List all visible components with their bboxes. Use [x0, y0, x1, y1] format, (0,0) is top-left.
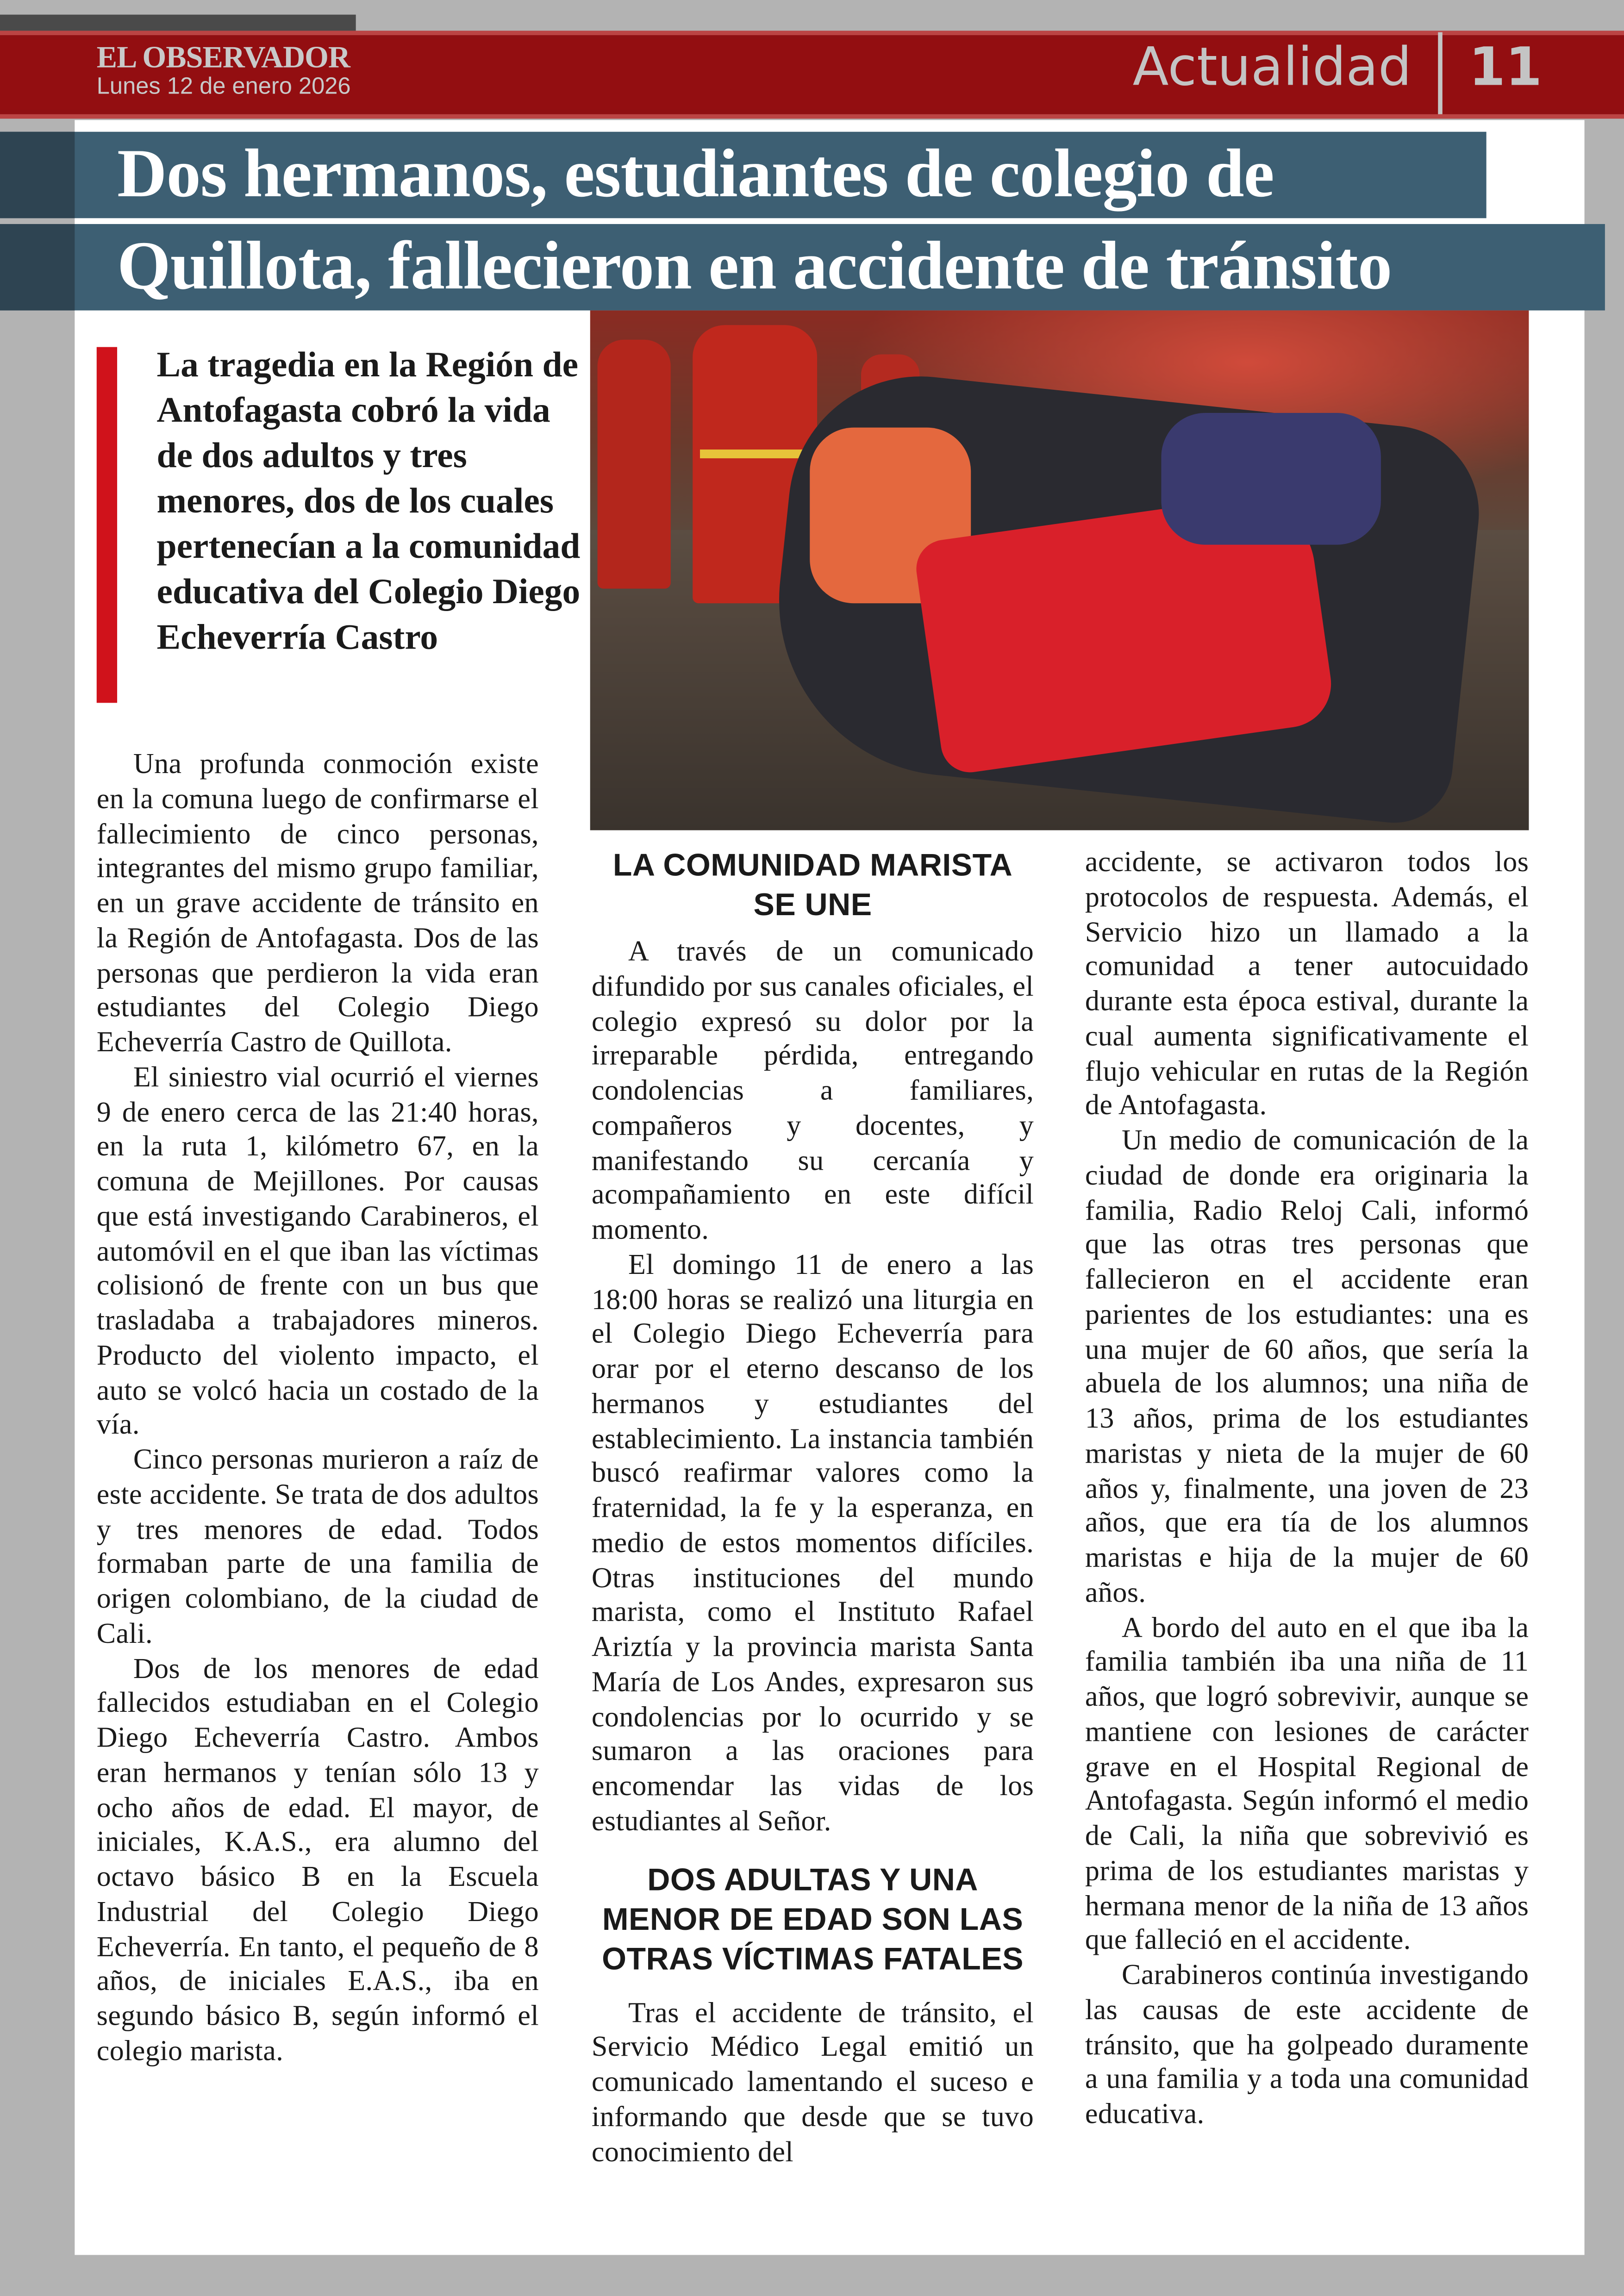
headline-box-1	[0, 132, 1487, 218]
paragraph: A bordo del auto en el que iba la familia también iba una niña de 11 años, que logró sobrevivir, aunque se mantiene con lesiones de carácter grave en el Hospital Regional de Antofagasta. Según informó el medio de Cali, la niña que sobrevivió es prima de los estudiantes maristas y hermana menor de la niña de 13 años que falleció en el accidente.	[1085, 1613, 1529, 1957]
blue-tarp	[1161, 413, 1380, 545]
paragraph: Una profunda conmoción existe en la comuna luego de confirmarse el fallecimiento de cinco personas, integrantes del mismo grupo familiar, en un grave accidente de tránsito en la Región de Antofagasta. Dos de las personas que perdieron la vida eran estudiantes del Colegio Diego Echeverría Castro de Quillota.	[96, 749, 539, 1059]
paragraph: Tras el accidente de tránsito, el Servicio Médico Legal emitió un comunicado lamentando el suceso e informando que desde que se tuvo conocimiento del	[591, 1998, 1034, 2168]
article-column-3	[1085, 846, 1529, 2133]
paragraph: accidente, se activaron todos los protocolos de respuesta. Además, el Servicio hizo un llamado a la comunidad a tener autocuidado durante esta época estival, durante la cual aumenta significativamente el flujo vehicular en rutas de la Región de Antofagasta.	[1085, 848, 1529, 1122]
article-column-2	[592, 846, 1034, 2170]
headline-box-2	[0, 224, 1605, 311]
paragraph: El siniestro vial ocurrió el viernes 9 de enero cerca de las 21:40 horas, en la ruta 1, kilómetro 67, en la comuna de Mejillones. Por causas que está investigando Carabineros, el automóvil en el que iban las víctimas colisionó de frente con un bus que trasladaba a trabajadores mineros. Producto del violento impacto, el auto se volcó hacia un costado de la vía.	[96, 1062, 539, 1441]
headline-line-2: Quillota, fallecieron en accidente de tránsito	[117, 228, 1392, 305]
article-deck: La tragedia en la Región de Antofagasta cobró la vida de dos adultos y tres menores, dos de los cuales pertenecían a la comunidad educativa del Colegio Diego Echeverría Castro	[156, 345, 581, 658]
headline-line-1: Dos hermanos, estudiantes de colegio de	[117, 136, 1274, 212]
paragraph: A través de un comunicado difundido por sus canales oficiales, el colegio expresó su dolor por la irreparable pérdida, entregando condolencias a familiares, compañeros y docentes, y manifestando su cercanía y acompañamiento en este difícil momento.	[591, 937, 1034, 1246]
subheading: DOS ADULTAS Y UNA MENOR DE EDAD SON LAS OTRAS VÍCTIMAS FATALES	[602, 1862, 1024, 1976]
top-tab-bar	[0, 15, 356, 31]
newspaper-name: EL OBSERVADOR	[96, 39, 350, 75]
subheading: LA COMUNIDAD MARISTA SE UNE	[612, 848, 1013, 923]
paragraph: Carabineros continúa investigando las causas de este accidente de tránsito, que ha golpeado duramente a una familia y a toda una comunidad educativa.	[1085, 1960, 1529, 2131]
paragraph: Cinco personas murieron a raíz de este accidente. Se trata de dos adultos y tres menores de edad. Todos formaban parte de una familia de origen colombiano, de la ciudad de Cali.	[96, 1445, 539, 1650]
header-divider	[1438, 32, 1442, 114]
page-number: 11	[1468, 38, 1543, 98]
reflective-stripe	[700, 449, 810, 458]
deck-accent-bar	[97, 347, 117, 703]
article-column-1	[97, 748, 539, 2070]
section-name: Actualidad	[1132, 38, 1412, 98]
paragraph: Un medio de comunicación de la ciudad de donde era originaria la familia, Radio Reloj Cali, informó que las otras tres personas que fallecieron en el accidente eran parientes de los estudiantes: una es una mujer de 60 años, que sería la abuela de los alumnos; una niña de 13 años, prima de los estudiantes maristas y nieta de la mujer de 60 años y, finalmente, una joven de 23 años, que era tía de los alumnos maristas e hija de la mujer de 60 años.	[1085, 1126, 1529, 1609]
paragraph: El domingo 11 de enero a las 18:00 horas se realizó una liturgia en el Colegio Diego Echeverría para orar por el eterno descanso de los hermanos y estudiantes del establecimiento. La instancia también buscó reafirmar valores como la fraternidad, la fe y la esperanza, en medio de estos momentos difíciles. Otras instituciones del mundo marista, como el Instituto Rafael Ariztía y la provincia marista Santa María de Los Andes, expresaron sus condolencias por lo ocurrido y se sumaron a las oraciones para encomendar las vidas de los estudiantes al Señor.	[591, 1250, 1034, 1838]
issue-date: Lunes 12 de enero 2026	[96, 75, 351, 100]
paragraph: Dos de los menores de edad fallecidos estudiaban en el Colegio Diego Echeverría Castro. Ambos eran hermanos y tenían sólo 13 y ocho años de edad. El mayor, de iniciales, K.A.S., era alumno del octavo básico B en la Escuela Industrial del Colegio Diego Echeverría. En tanto, el pequeño de 8 años, de iniciales E.A.S., iba en segundo básico B, según informó el colegio marista.	[96, 1653, 539, 2067]
accident-photo	[590, 311, 1529, 830]
firefighter-figure	[598, 340, 671, 589]
